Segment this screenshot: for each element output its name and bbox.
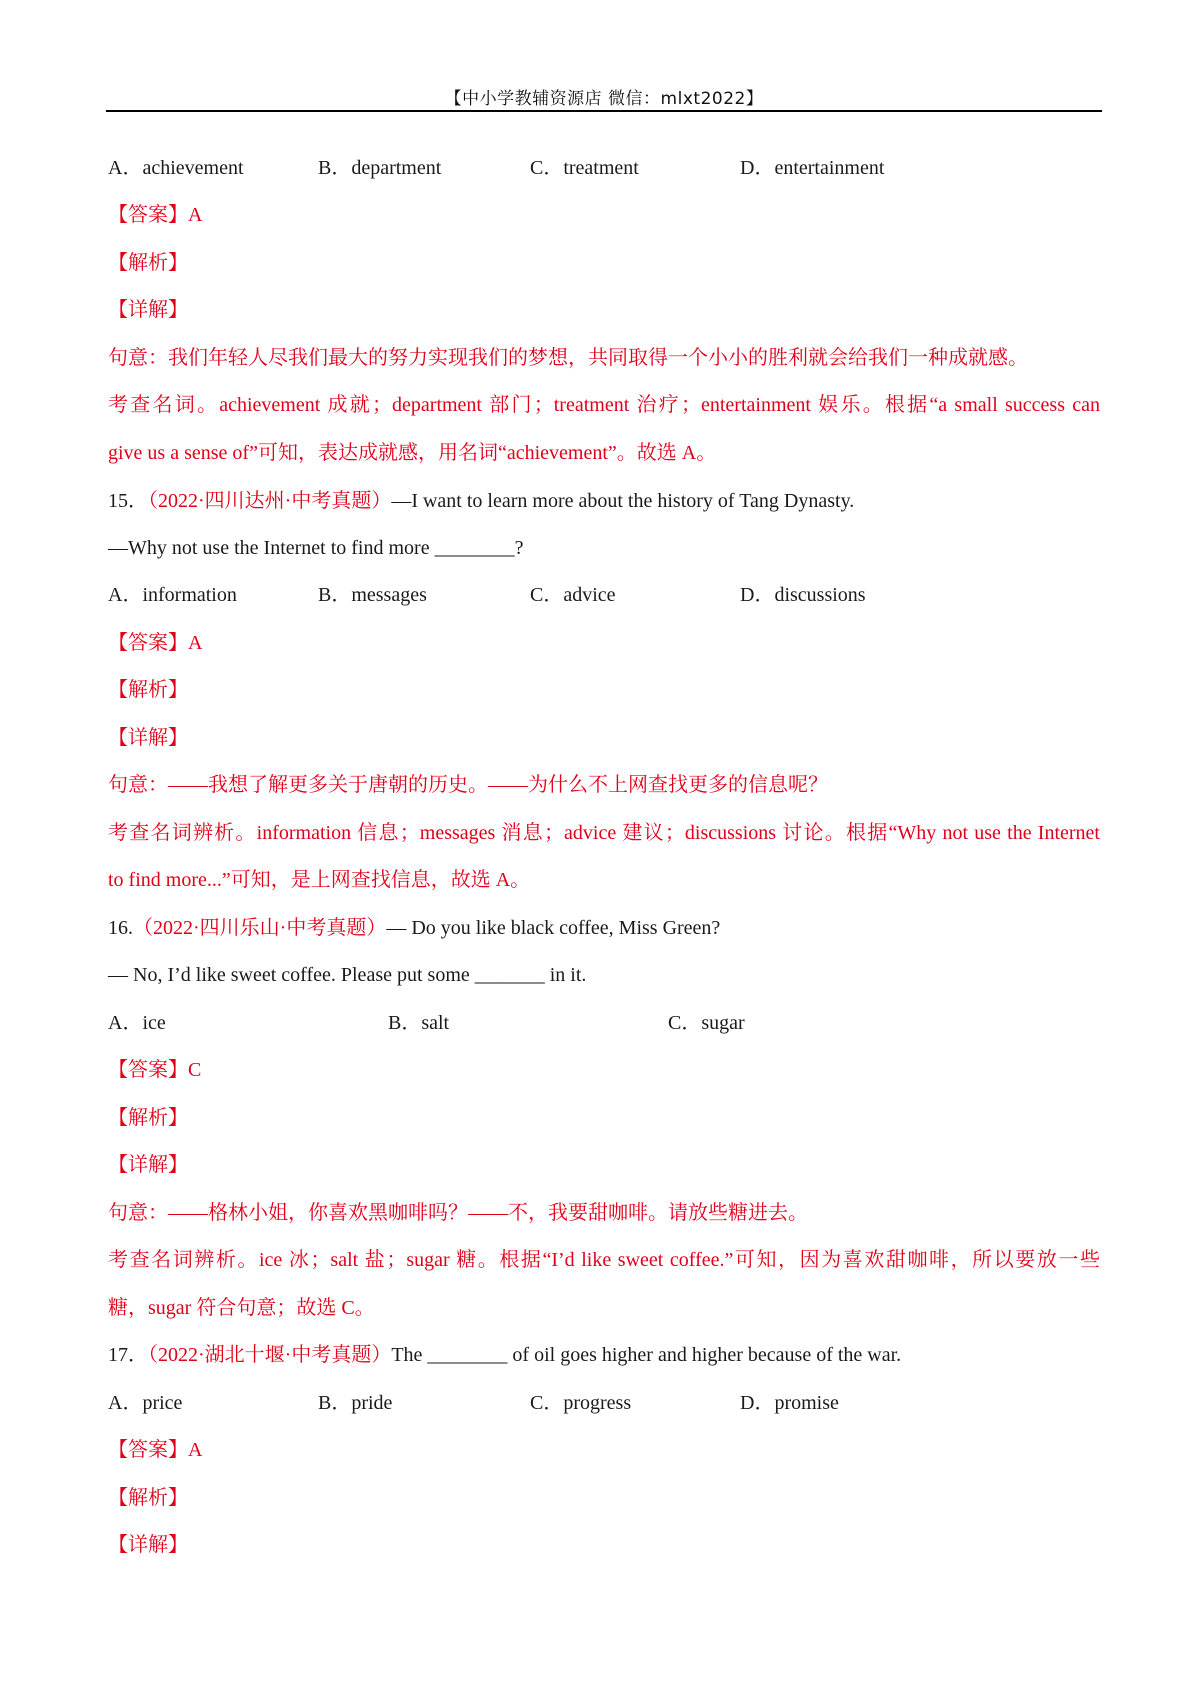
q15-option-a: A．information <box>108 584 237 606</box>
q17-source: （2022·湖北十堰·中考真题） <box>148 1344 392 1366</box>
q14-explain-3: give us a sense of”可知，表达成就感，用名词“achievement”。故选 A。 <box>108 442 717 464</box>
q17-option-a: A．price <box>108 1392 183 1414</box>
q17-option-c: C．progress <box>530 1392 632 1414</box>
q16-option-a: A．ice <box>108 1012 166 1034</box>
q17-analysis: 【解析】 <box>108 1487 188 1509</box>
q16-stem-2: — No, I’d like sweet coffee. Please put some _______ in it. <box>108 964 587 986</box>
q14-detail: 【详解】 <box>108 299 188 321</box>
q16-explain-3: 糖，sugar 符合句意；故选 C。 <box>108 1297 375 1319</box>
q14-analysis: 【解析】 <box>108 252 188 274</box>
q15-analysis: 【解析】 <box>108 679 188 701</box>
q15-answer: 【答案】A <box>108 632 203 654</box>
q15-number: 15． <box>108 490 148 512</box>
q15-stem-2: —Why not use the Internet to find more ________? <box>108 537 524 559</box>
q16-source: （2022·四川乐山·中考真题） <box>133 917 387 939</box>
q17-text: The ________ of oil goes higher and higher because of the war. <box>391 1344 902 1366</box>
q15-option-b: B．messages <box>318 584 427 606</box>
q16-detail: 【详解】 <box>108 1154 188 1176</box>
q16-stem <box>108 915 720 941</box>
q14-option-c: C．treatment <box>530 157 639 179</box>
q15-explain-1: 句意：——我想了解更多关于唐朝的历史。——为什么不上网查找更多的信息呢？ <box>108 774 828 796</box>
header-rule <box>106 110 1102 112</box>
q14-explain-1: 句意：我们年轻人尽我们最大的努力实现我们的梦想，共同取得一个小小的胜利就会给我们一种成就感。 <box>108 347 1028 369</box>
q17-option-b: B．pride <box>318 1392 393 1414</box>
q15-stem <box>108 488 854 514</box>
q15-explain-3: to find more...”可知，是上网查找信息，故选 A。 <box>108 869 531 891</box>
q15-explain-2: 考查名词辨析。information 信息；messages 消息；advice 建议；discussions 讨论。根据“Why not use the Internet <box>108 822 1100 844</box>
q16-text: — Do you like black coffee, Miss Green? <box>386 917 721 939</box>
q14-option-b: B．department <box>318 157 442 179</box>
q16-answer: 【答案】C <box>108 1059 202 1081</box>
q17-number: 17． <box>108 1344 148 1366</box>
q14-explain-2: 考查名词。achievement 成就；department 部门；treatment 治疗；entertainment 娱乐。根据“a small success can <box>108 394 1100 416</box>
q17-answer: 【答案】A <box>108 1439 203 1461</box>
q14-option-a: A．achievement <box>108 157 244 179</box>
q16-explain-2: 考查名词辨析。ice 冰；salt 盐；sugar 糖。根据“I’d like sweet coffee.”可知，因为喜欢甜咖啡，所以要放一些 <box>108 1249 1100 1271</box>
q15-option-c: C．advice <box>530 584 616 606</box>
q17-stem <box>108 1342 901 1368</box>
q16-analysis: 【解析】 <box>108 1107 188 1129</box>
q16-number: 16. <box>108 917 133 939</box>
q15-detail: 【详解】 <box>108 727 188 749</box>
q16-option-c: C．sugar <box>668 1012 745 1034</box>
q16-option-b: B．salt <box>388 1012 450 1034</box>
q16-explain-1: 句意：——格林小姐，你喜欢黑咖啡吗？——不，我要甜咖啡。请放些糖进去。 <box>108 1202 808 1224</box>
q15-source: （2022·四川达州·中考真题） <box>148 490 392 512</box>
q15-text: —I want to learn more about the history of Tang Dynasty. <box>391 490 855 512</box>
q15-option-d: D．discussions <box>740 584 866 606</box>
q14-option-d: D．entertainment <box>740 157 885 179</box>
q14-answer: 【答案】A <box>108 204 203 226</box>
page-header: 【中小学教辅资源店 微信：mlxt2022】 <box>444 89 764 109</box>
q17-option-d: D．promise <box>740 1392 839 1414</box>
q17-detail: 【详解】 <box>108 1534 188 1556</box>
